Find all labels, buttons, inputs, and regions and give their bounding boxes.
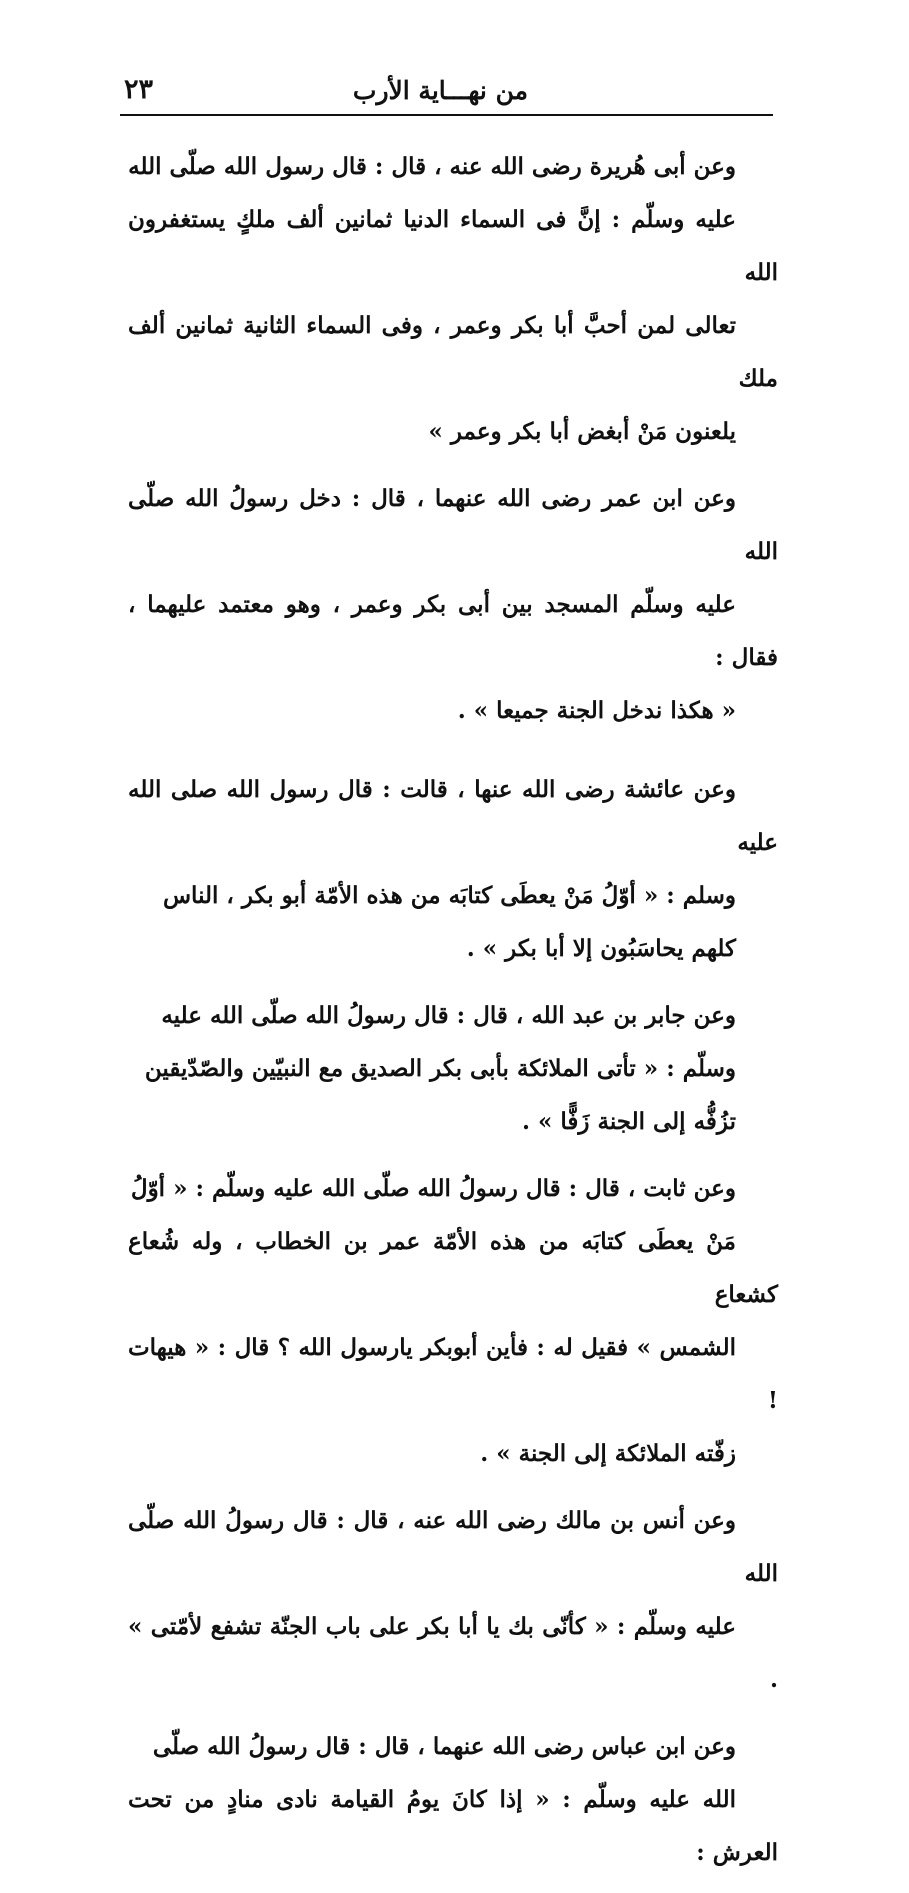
running-title: من نهـــاية الأرب bbox=[352, 76, 528, 105]
paragraph-thabit bbox=[128, 1162, 778, 1480]
page-header bbox=[120, 70, 773, 116]
text-line: وعن ابن عمر رضى الله عنهما ، قال : دخل رسولُ الله صلّى الله bbox=[128, 485, 778, 565]
text-line: وعن أبى هُريرة رضى الله عنه ، قال : قال رسول الله صلّى الله bbox=[128, 153, 736, 180]
text-line: تزُفُّه إلى الجنة زَفًّا » . bbox=[521, 1108, 736, 1135]
text-line: وعن جابر بن عبد الله ، قال : قال رسولُ الله صلّى الله عليه bbox=[161, 1002, 736, 1029]
text-line: عليه وسلّم المسجد بين أبى بكر وعمر ، وهو معتمد عليهما ، فقال : bbox=[128, 591, 778, 671]
text-line: عليه وسلّم : « كأنّى بك يا أبا بكر على باب الجنّة تشفع لأمّتى » . bbox=[128, 1613, 778, 1693]
paragraph-aisha bbox=[128, 763, 778, 975]
text-line: تعالى لمن أحبَّ أبا بكر وعمر ، وفى السماء الثانية ثمانين ألف ملك bbox=[128, 312, 778, 392]
text-line: يلعنون مَنْ أبغض أبا بكر وعمر » bbox=[428, 418, 736, 445]
text-line: وعن أنس بن مالك رضى الله عنه ، قال : قال رسولُ الله صلّى الله bbox=[128, 1507, 778, 1587]
text-line: وعن ابن عباس رضى الله عنهما ، قال : قال رسولُ الله صلّى bbox=[152, 1733, 736, 1760]
text-line: مَنْ يعطَى كتابَه من هذه الأمّة عمر بن الخطاب ، وله شُعاع كشعاع bbox=[128, 1228, 778, 1308]
text-line: زفّته الملائكة إلى الجنة » . bbox=[480, 1440, 736, 1467]
text-line: الله عليه وسلّم : « إذا كانَ يومُ القيامة نادى منادٍ من تحت العرش : bbox=[128, 1786, 778, 1866]
text-line: الشمس » فقيل له : فأين أبوبكر يارسول الله ؟ قال : « هيهات ! bbox=[128, 1334, 778, 1414]
text-line: عليه وسلّم : إنَّ فى السماء الدنيا ثمانين ألف ملكٍ يستغفرون الله bbox=[128, 206, 778, 286]
paragraph-abu-hurayra bbox=[128, 140, 778, 458]
page-number: ٢٣ bbox=[124, 74, 154, 105]
paragraph-jabir bbox=[128, 989, 778, 1148]
text-line: وعن ثابت ، قال : قال رسولُ الله صلّى الله عليه وسلّم : « أوّلُ bbox=[130, 1175, 736, 1202]
text-line: وسلّم : « تأتى الملائكة بأبى بكر الصديق مع النبيّين والصّدّيقين bbox=[144, 1055, 736, 1082]
text-line: كلهم يحاسَبُون إلا أبا بكر » . bbox=[466, 935, 736, 962]
paragraph-ibn-abbas bbox=[128, 1720, 778, 1879]
paragraph-ibn-umar bbox=[128, 472, 778, 737]
text-line: « هكذا ندخل الجنة جميعا » . bbox=[457, 697, 736, 724]
text-line: وسلم : « أوّلُ مَنْ يعطَى كتابَه من هذه الأمّة أبو بكر ، الناس bbox=[162, 882, 736, 909]
body-text bbox=[128, 140, 778, 1893]
text-line: وعن عائشة رضى الله عنها ، قالت : قال رسول الله صلى الله عليه bbox=[128, 776, 778, 856]
paragraph-anas bbox=[128, 1494, 778, 1706]
